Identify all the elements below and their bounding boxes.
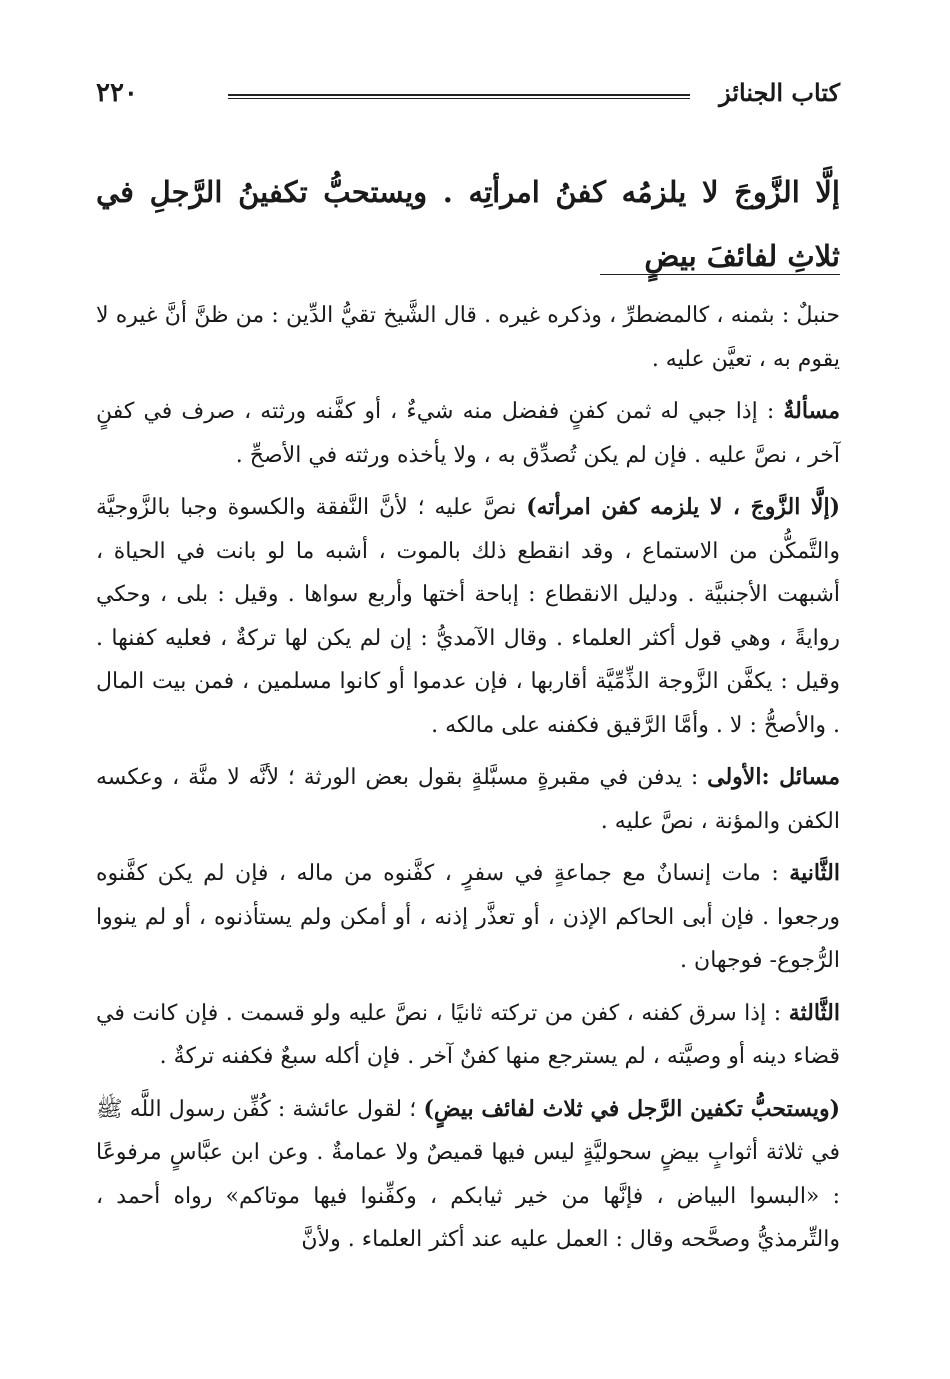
paragraph-text: : إذا جبي له ثمن كفنٍ ففضل منه شيءٌ ، أو كفَّنه ورثته ، صرف في كفنٍ آخر ، نصَّ عليه . فإن لم يكن تُصدِّق به ، ولا يأخذه ورثته في الأصحِّ .	[96, 399, 840, 468]
paragraph-lead: الثَّانية	[789, 860, 840, 886]
paragraph	[96, 390, 840, 477]
paragraph	[96, 486, 840, 747]
header-rule	[228, 94, 690, 99]
paragraph-lead: (ويستحبُّ تكفين الرَّجل في ثلاث لفائف بيضٍ)	[423, 1095, 840, 1122]
separator-rule	[600, 274, 840, 275]
paragraph-text: : مات إنسانٌ مع جماعةٍ في سفرٍ ، كفَّنوه من ماله ، فإن لم يكن كفَّنوه ورجعوا . فإن أبى الحاكم الإذن ، أو تعذَّر إذنه ، أو أمكن ولم يستأذنوه ، أو لم ينووا الرُّجوع- فوجهان .	[96, 861, 840, 973]
paragraph-lead: (إلَّا الزَّوجَ ، لا يلزمه كفن امرأته)	[526, 494, 840, 520]
paragraph	[96, 756, 840, 843]
commentary-body	[96, 294, 840, 1271]
paragraph-lead: مسألةٌ	[783, 398, 840, 424]
running-title: كتاب الجنائز	[719, 78, 840, 107]
paragraph	[96, 852, 840, 983]
paragraph-text: : إذا سرق كفنه ، كفن من تركته ثانيًا ، نصَّ عليه ولو قسمت . فإن كانت في قضاء دينه أو وصيَّته ، لم يسترجع منها كفنٌ آخر . فإن أكله سبعٌ فكفنه تركةٌ .	[96, 1000, 840, 1069]
matn-text: إلَّا الزَّوجَ لا يلزمُه كفنُ امرأتِه . ويستحبُّ تكفينُ الرَّجلِ في ثلاثِ لفائفَ بيضٍ	[96, 175, 840, 273]
paragraph-lead: الثَّالثة	[788, 999, 840, 1026]
paragraph-lead: مسائل :الأولى	[707, 764, 840, 790]
paragraph	[96, 1088, 840, 1262]
paragraph-text: حنبلٌ : بثمنه ، كالمضطرِّ ، وذكره غيره . قال الشَّيخ تقيُّ الدِّين : من ظنَّ أنَّ غيره لا يقوم به ، تعيَّن عليه .	[96, 303, 840, 372]
page-number: ٢٢٠	[96, 78, 138, 108]
paragraph	[96, 992, 840, 1079]
paragraph	[96, 294, 840, 381]
paragraph-text: ؛ لقول عائشة : كُفِّن رسول اللَّه ﷺ في ثلاثة أثوابٍ بيضٍ سحوليَّةٍ ليس فيها قميصٌ ولا عمامةٌ . وعن ابن عبَّاسٍ مرفوعًا : «البسوا البياض ، فإنَّها من خير ثيابكم ، وكفِّنوا فيها موتاكم» رواه أحمد ، والتِّرمذيُّ وصحَّحه وقال : العمل عليه عند أكثر العلماء . ولأنَّ	[96, 1096, 840, 1252]
page-header	[96, 78, 840, 112]
paragraph-text: نصَّ عليه ؛ لأنَّ النَّفقة والكسوة وجبا بالزَّوجيَّة والتَّمكُّن من الاستماع ، وقد انقطع ذلك بالموت ، أشبه ما لو بانت في الحياة ، أشبهت الأجنبيَّة . ودليل الانقطاع : إباحة أختها وأربع سواها . وقيل : بلى ، وحكي روايةً ، وهي قول أكثر العلماء . وقال الآمديُّ : إن لم يكن لها تركةٌ ، فعليه كفنها . وقيل : يكفَّن الزَّوجة الذِّمِّيَّة أقاربها ، فإن عدموا أو كانوا مسلمين ، فمن بيت المال . والأصحُّ : لا . وأمَّا الرَّقيق فكفنه على مالكه .	[96, 495, 841, 738]
paragraph-text: : يدفن في مقبرةٍ مسبَّلةٍ بقول بعض الورثة ؛ لأنَّه لا منَّة ، وعكسه الكفن والمؤنة ، نصَّ عليه .	[96, 765, 840, 834]
